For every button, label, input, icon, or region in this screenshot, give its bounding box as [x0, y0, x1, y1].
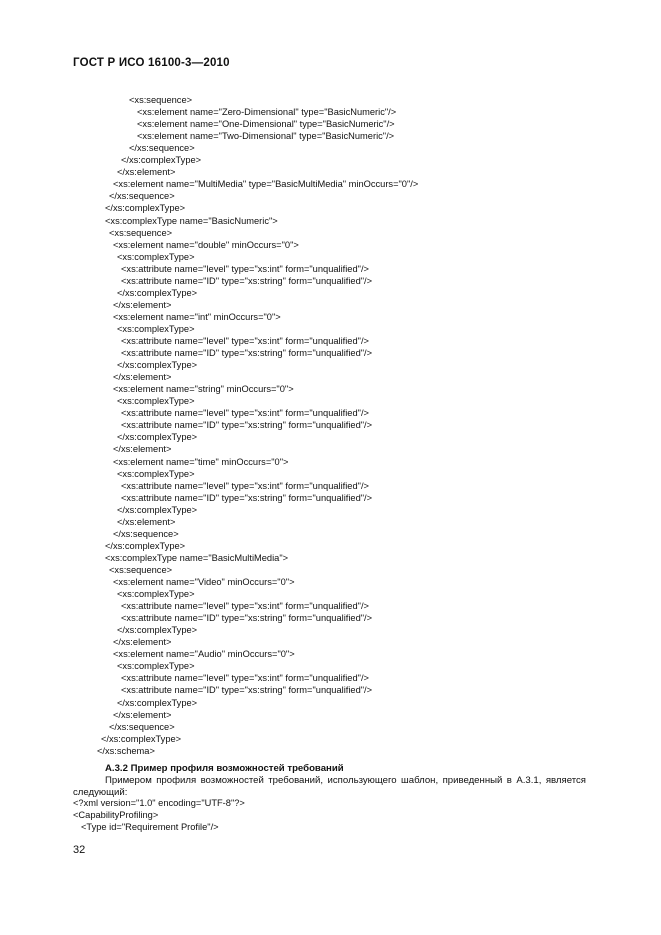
code-line: <xs:complexType> — [117, 396, 195, 407]
code-line: </xs:complexType> — [117, 360, 198, 371]
document-header: ГОСТ Р ИСО 16100-3—2010 — [73, 57, 230, 69]
code-line: </xs:complexType> — [117, 504, 198, 515]
code-line: <?xml version="1.0" encoding="UTF-8"?> — [73, 798, 245, 808]
code-line: <xs:attribute name="level" type="xs:int" form="unqualified"/> — [121, 336, 369, 346]
code-line: <xs:attribute name="level" type="xs:int" form="unqualified"/> — [121, 480, 369, 491]
code-line: <xs:element name="Zero-Dimensional" type="BasicNumeric"/> — [137, 107, 397, 118]
code-line: </xs:sequence> — [109, 721, 175, 732]
code-line: <xs:attribute name="level" type="xs:int" form="unqualified"/> — [121, 408, 369, 419]
code-line: <xs:element name="Two-Dimensional" type="BasicNumeric"/> — [137, 131, 395, 142]
code-line: </xs:complexType> — [117, 287, 198, 298]
page-number: 32 — [73, 844, 86, 856]
section-paragraph: Примером профиля возможностей требований, использующего шаблон, приведенный в А.3.1, является следующий: — [73, 775, 586, 798]
code-line: </xs:sequence> — [113, 528, 179, 539]
code-line: <xs:complexType> — [117, 589, 195, 600]
code-line: <xs:complexType> — [117, 323, 195, 334]
code-line: </xs:element> — [113, 444, 172, 455]
code-line: <xs:element name="int" minOccurs="0"> — [113, 311, 281, 322]
code-line: <xs:attribute name="level" type="xs:int" form="unqualified"/> — [121, 673, 369, 684]
code-line: <xs:complexType name="BasicNumeric"> — [105, 215, 278, 226]
code-line: <xs:attribute name="ID" type="xs:string" form="unqualified"/> — [121, 613, 373, 624]
code-line: <xs:element name="double" minOccurs="0"> — [113, 239, 299, 250]
code-line: </xs:complexType> — [117, 697, 198, 708]
code-line: </xs:element> — [113, 709, 172, 720]
code-line: </xs:sequence> — [109, 191, 175, 202]
code-line: </xs:complexType> — [121, 155, 202, 166]
code-line: </xs:element> — [113, 299, 172, 310]
code-line: <xs:attribute name="level" type="xs:int" form="unqualified"/> — [121, 601, 369, 612]
code-line: </xs:element> — [113, 372, 172, 383]
code-line: </xs:complexType> — [105, 540, 186, 551]
code-line: </xs:element> — [113, 637, 172, 648]
code-line: <xs:element name="Audio" minOccurs="0"> — [113, 649, 295, 660]
code-line: <xs:attribute name="ID" type="xs:string" form="unqualified"/> — [121, 275, 373, 286]
code-line: <xs:sequence> — [109, 227, 173, 238]
code-line: <xs:element name="Video" minOccurs="0"> — [113, 577, 295, 587]
code-line: <xs:attribute name="ID" type="xs:string" form="unqualified"/> — [121, 420, 373, 431]
code-line: <xs:sequence> — [129, 95, 193, 105]
code-line: <CapabilityProfiling> — [73, 810, 159, 821]
code-line: <xs:attribute name="level" type="xs:int" form="unqualified"/> — [121, 263, 369, 274]
code-line: <xs:element name="One-Dimensional" type="BasicNumeric"/> — [137, 119, 395, 130]
code-line: </xs:sequence> — [129, 143, 195, 154]
code-line: <Type id="Requirement Profile"/> — [81, 822, 219, 833]
section-heading: А.3.2 Пример профиля возможностей требований — [105, 763, 344, 774]
code-line: </xs:element> — [117, 167, 176, 178]
code-line: <xs:attribute name="ID" type="xs:string" form="unqualified"/> — [121, 348, 373, 359]
code-line: <xs:element name="string" minOccurs="0"> — [113, 384, 294, 395]
code-line: <xs:element name="MultiMedia" type="BasicMultiMedia" minOccurs="0"/> — [113, 179, 419, 190]
code-line: <xs:attribute name="ID" type="xs:string" form="unqualified"/> — [121, 685, 373, 696]
code-line: <xs:element name="time" minOccurs="0"> — [113, 456, 289, 467]
code-line: <xs:complexType> — [117, 661, 195, 672]
code-line: </xs:complexType> — [117, 625, 198, 636]
code-line: </xs:complexType> — [101, 733, 182, 744]
code-line: </xs:complexType> — [117, 432, 198, 443]
code-line: </xs:schema> — [97, 745, 155, 756]
code-line: <xs:complexType> — [117, 468, 195, 479]
code-line: <xs:complexType> — [117, 251, 195, 262]
code-line: </xs:complexType> — [105, 203, 186, 214]
code-line: <xs:sequence> — [109, 564, 173, 575]
code-line: <xs:complexType name="BasicMultiMedia"> — [105, 552, 289, 563]
code-line: <xs:attribute name="ID" type="xs:string" form="unqualified"/> — [121, 492, 373, 503]
code-line: </xs:element> — [117, 516, 176, 527]
